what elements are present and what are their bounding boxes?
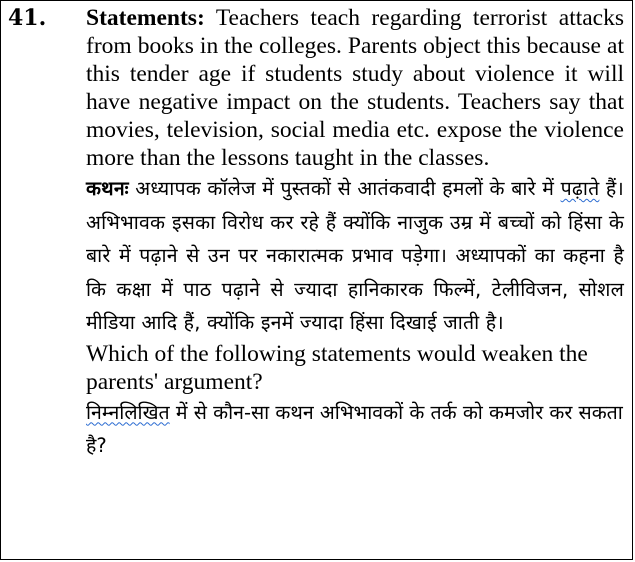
spellcheck-flagged-word-prompt[interactable]: निम्नलिखित — [86, 400, 170, 424]
statement-text-hindi-part1: अध्यापक कॉलेज में पुस्तकों से आतंकवादी हमलों के बारे में — [135, 177, 561, 200]
statement-english — [86, 4, 624, 172]
question-number: 41. — [8, 5, 47, 31]
statement-hindi — [86, 172, 624, 340]
statement-text-english: Teachers teach regarding terrorist attacks from books in the colleges. Parents object this because at this tender age if students study about violence it will have negative impact on the students. Teachers say that movies, television, social media etc. expose the violence more than the lessons taught in the classes. — [86, 5, 625, 171]
statement-text-hindi-part2: हैं। अभिभावक इसका विरोध कर रहे हैं क्योंकि नाजुक उम्र में बच्चों को हिंसा के बारे में पढ़ाने से उन पर नकारात्मक प्रभाव पड़ेगा। अध्यापकों का कहना है कि कक्षा में पाठ पढ़ाने से ज्यादा हानिकारक फिल्में, टेलीविजन, सोशल मीडिया आदि हैं, क्योंकि इनमें ज्यादा हिंसा दिखाई जाती है। — [86, 177, 625, 334]
spellcheck-flagged-word[interactable]: पढ़ाते — [560, 177, 600, 200]
question-prompt-english: Which of the following statements would weaken the parents' argument? — [86, 340, 588, 395]
statement-label-hindi: कथनः — [86, 177, 129, 200]
question-prompt-hindi-rest: में से कौन-सा कथन अभिभावकों के तर्क को कमजोर कर सकता है? — [86, 400, 623, 457]
statement-label-english: Statements: — [86, 5, 205, 31]
question-body — [86, 4, 624, 463]
question-prompt-hindi — [86, 396, 624, 463]
